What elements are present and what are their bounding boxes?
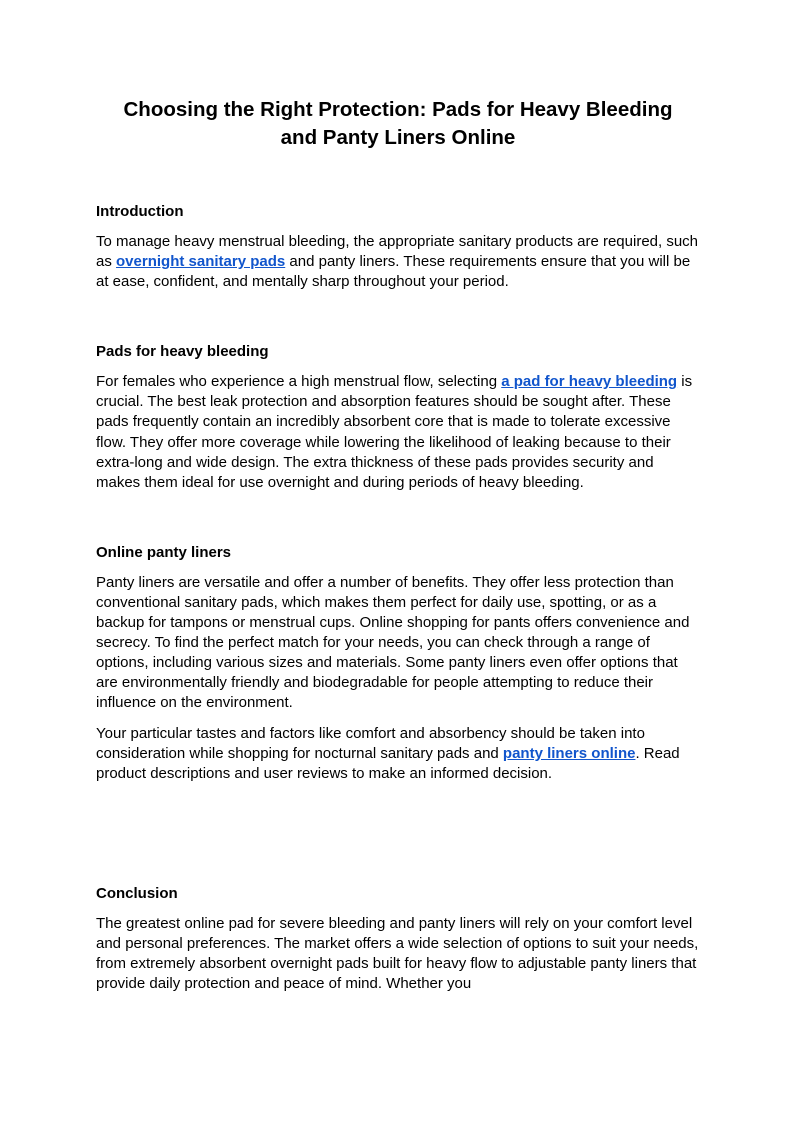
liners-paragraph-2: [96, 724, 700, 784]
heading-introduction: Introduction: [96, 203, 184, 220]
pads-text-after: is crucial. The best leak protection and absorption features should be sought after. These pads frequently contain an incredibly absorbent core that is made to tolerate excessive flow. They offer more coverage while lowering the likelihood of leaking because to their extra-long and wide design. The extra thickness of these pads provides security and makes them ideal for use overnight and during periods of heavy bleeding.: [96, 373, 693, 491]
liners-paragraph-1: Panty liners are versatile and offer a number of benefits. They offer less protection than conventional sanitary pads, which makes them perfect for daily use, spotting, or as a backup for tampons or menstrual cups. Online shopping for pants offers convenience and secrecy. To find the perfect match for your needs, you can check through a range of options, including various sizes and materials. Some panty liners even offer options that are environmentally friendly and biodegradable for people attempting to reduce their influence on the environment.: [96, 573, 690, 712]
liners-p2-text-after: . Read product descriptions and user reviews to make an informed decision.: [96, 744, 680, 782]
title-line-2: and Panty Liners Online: [280, 126, 516, 149]
link-panty-liners-online[interactable]: panty liners online: [502, 744, 636, 762]
heading-pads-heavy-bleeding: Pads for heavy bleeding: [96, 343, 269, 361]
intro-paragraph: [96, 232, 700, 292]
heading-online-panty-liners: Online panty liners: [96, 543, 232, 561]
pads-text-before: For females who experience a high menstrual flow, selecting: [96, 373, 502, 391]
link-overnight-sanitary-pads[interactable]: overnight sanitary pads: [116, 253, 286, 271]
document-page: [96, 96, 700, 994]
link-pad-for-heavy-bleeding[interactable]: a pad for heavy bleeding: [501, 373, 678, 391]
heading-conclusion: Conclusion: [96, 884, 178, 902]
pads-paragraph: [96, 372, 700, 493]
intro-text-before: To manage heavy menstrual bleeding, the appropriate sanitary products are required, such as: [96, 233, 699, 271]
liners-p2-text-before: Your particular tastes and factors like comfort and absorbency should be taken into consideration while shopping for nocturnal sanitary pads and: [96, 724, 645, 762]
page-title: [96, 96, 700, 152]
conclusion-paragraph: The greatest online pad for severe bleeding and panty liners will rely on your comfort level and personal preferences. The market offers a wide selection of options to suit your needs, from extremely absorbent overnight pads built for heavy flow to adjustable panty liners that provide daily protection and peace of mind. Whether you: [96, 914, 699, 993]
title-line-1: Choosing the Right Protection: Pads for Heavy Bleeding: [123, 98, 673, 121]
intro-text-after: and panty liners. These requirements ensure that you will be at ease, confident, and mentally sharp throughout your period.: [96, 253, 691, 291]
